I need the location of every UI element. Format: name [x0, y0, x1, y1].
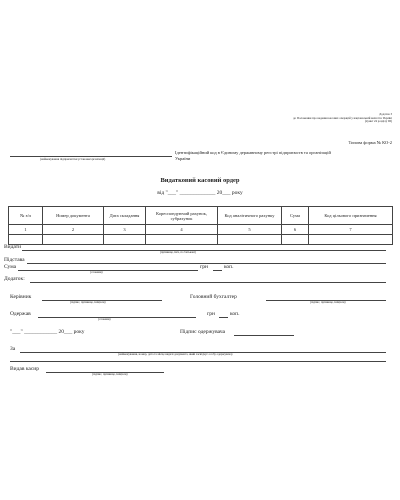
pidpys-line[interactable] [234, 335, 294, 336]
oderzhav-kop-line[interactable] [219, 317, 228, 318]
table-cell[interactable] [218, 235, 282, 245]
pidstava-label: Підстава [4, 257, 25, 263]
vydav-kasyr-label: Видав касир [10, 366, 39, 372]
identification-line2: України [175, 155, 191, 161]
oderzhav-caption: (словами) [98, 317, 111, 321]
table-cell[interactable] [146, 235, 218, 245]
suma-kop-label: коп. [224, 264, 234, 270]
form-code: Типова форма № КО-2 [348, 140, 392, 145]
dodatok-label: Додаток: [4, 276, 25, 282]
table-cell[interactable] [104, 235, 146, 245]
header-note [192, 113, 392, 124]
za-line-2[interactable] [10, 361, 386, 362]
kerivnyk-label: Керівник [10, 294, 32, 300]
header-note-line1: Додаток 3 [379, 112, 392, 116]
col-header-sum: Сума [282, 207, 309, 225]
table-cell: 3 [104, 225, 146, 235]
bukhhalter-caption: (підпис, прізвище, ініціали) [310, 300, 346, 304]
suma-caption: (словами) [90, 270, 103, 274]
oderzhav-grn-label: грн [207, 311, 215, 317]
table-header-row [9, 207, 393, 225]
za-label: За [10, 346, 16, 352]
table-cell: 4 [146, 225, 218, 235]
table-data-row [9, 235, 393, 245]
suma-line[interactable] [18, 270, 198, 271]
document-title: Видатковий касовий ордер [160, 177, 240, 184]
table-cell[interactable] [9, 235, 43, 245]
suma-label: Сума [4, 264, 17, 270]
vydaty-caption: (прізвище, ім'я, по батькові) [160, 250, 196, 254]
kerivnyk-caption: (підпис, прізвище, ініціали) [70, 300, 106, 304]
suma-kop-line[interactable] [213, 270, 222, 271]
dodatok-line[interactable] [30, 282, 386, 283]
vydaty-label: Видати [4, 244, 22, 250]
col-header-analytic-code: Код аналітичного рахунку [218, 207, 282, 225]
col-header-document-number: Номер документа [43, 207, 104, 225]
za-caption: (найменування, номер, дата та місце видачі документа, який засвідчує особу одержувача) [118, 352, 233, 356]
date-line: від "___" _____________ 20___ року [157, 190, 243, 196]
header-note-line2: до Положення про ведення касових операцій у національній валюті в Україні [293, 115, 392, 120]
order-table [8, 206, 393, 245]
table-cell: 7 [309, 225, 393, 235]
table-number-row [9, 225, 393, 235]
table-cell[interactable] [309, 235, 393, 245]
pidpys-label: Підпис одержувача [180, 329, 226, 335]
receipt-date: "___" ____________ 20___ року [10, 329, 85, 335]
table-cell: 2 [43, 225, 104, 235]
org-caption: (найменування підприємства/установи/організації) [40, 156, 106, 161]
vydaty-line[interactable] [22, 250, 386, 251]
col-header-date: Дата складання [104, 207, 146, 225]
header-note-line3: (пункт 24 розділу ІІІ) [364, 119, 392, 124]
oderzhav-kop-label: коп. [230, 311, 240, 317]
col-header-correspondent-account: Кореспондуючий рахунок, субрахунок [146, 207, 218, 225]
table-cell[interactable] [43, 235, 104, 245]
table-cell: 1 [9, 225, 43, 235]
table-cell: 5 [218, 225, 282, 235]
identification-code-label [175, 150, 331, 161]
table-cell: 6 [282, 225, 309, 235]
oderzhav-line[interactable] [38, 317, 196, 318]
col-header-number: № з/п [9, 207, 43, 225]
holovnyi-bukhhalter-label: Головний бухгалтер [190, 294, 237, 300]
table-cell[interactable] [282, 235, 309, 245]
kasyr-caption: (підпис, прізвище, ініціали) [92, 372, 128, 376]
col-header-purpose-code: Код цільового призначення [309, 207, 393, 225]
identification-line1: Ідентифікаційний код в Єдиному державному реєстрі підприємств та організацій [175, 150, 331, 155]
oderzhav-label: Одержав [10, 311, 31, 317]
suma-grn-label: грн [200, 264, 208, 270]
